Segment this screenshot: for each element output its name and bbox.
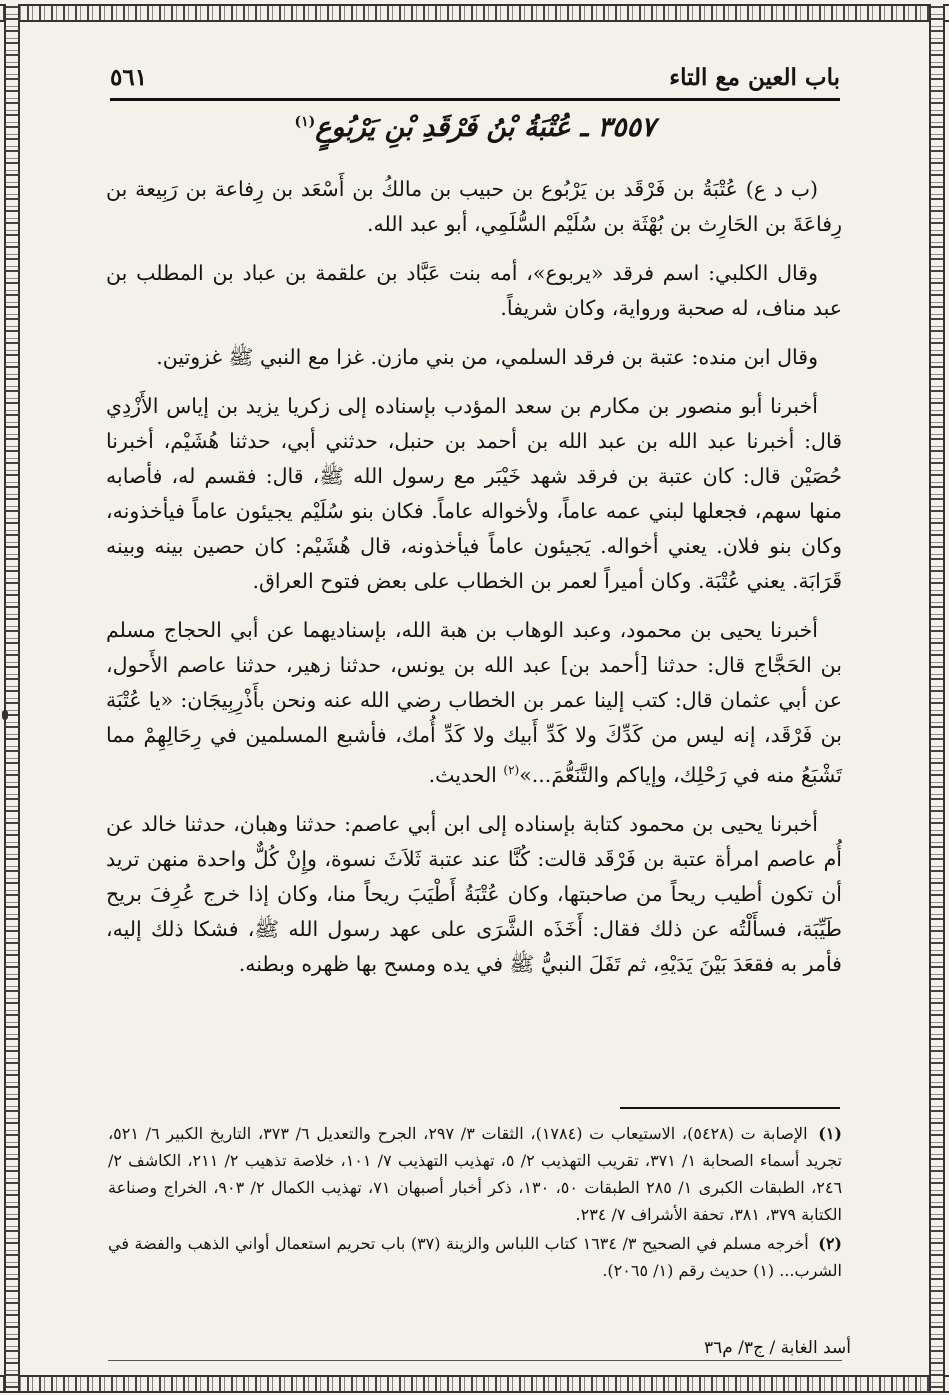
footnote-text: الإصابة ت (٥٤٢٨)، الاستيعاب ت (١٧٨٤)، الثقات ٣/ ٢٩٧، الجرح والتعديل ٦/ ٣٧٣، التاريخ الكبير ٦/ ٥٢١، تجريد أسماء الصحابة ١/ ٣٧١، تقريب التهذيب ٢/ ٥، تهذيب التهذيب ٧/ ١٠١، خلاصة تذهيب ٢/ ٢١١، الكاشف ٢/ ٢٤٦، الطبقات الكبرى ١/ ٢٨٥ الطبقات ٥٠، ١٣٠، ذكر أخبار أصبهان ٧١، تهذيب الكمال ٢/ ٩٠٣، الخراج وصناعة الكتابة ٣٧٩، ٣٨١، تحفة الأشراف ٧/ ٢٣٤. (108, 1124, 843, 1224)
page-border-top (0, 4, 949, 22)
paragraph: (ب د ع) عُتْبَةُ بن فَرْقَد بن يَرْبُوع بن حبيب بن مالكُ بن أَسْعَد بن رِفاعة بن رَبِيعة بن رِفاعَةَ بن الحَارِث بن بُهْثَة بن سُلَيْم السُّلَمِي، أبو عبد الله. (106, 177, 842, 236)
paragraph (106, 613, 842, 793)
margin-mark (2, 710, 8, 720)
paragraph-tail: الحديث. (428, 762, 504, 787)
footnote (108, 1230, 842, 1284)
running-head (110, 62, 840, 101)
footnote-marker: (٢) (818, 1234, 842, 1253)
footnote-ref: (٢) (503, 763, 520, 777)
footnote (108, 1120, 842, 1228)
signature-rule (108, 1360, 842, 1361)
paragraph: أخبرنا أبو منصور بن مكارم بن سعد المؤدب بإسناده إلى زكريا يزيد بن إياس الأَزْدِي قال: أخبرنا عبد الله بن عبد الله بن أحمد بن حنبل، حدثني أبي، حدثنا هُشَيْم، أخبرنا حُصَيْن قال: كان عتبة بن فرقد شهد خَيْبَر مع رسول الله ﷺ، قال: فقسم له، فأصابه منها سهم، فجعلها لبني عمه عاماً، ولأخواله عاماً. فكان بنو سُلَيْم يجيئون عاماً فيأخذونه، وكان بنو فلان. يعني أخواله. يَجيئون عاماً فيأخذونه، قال هُشَيْم: كان حصين بينه وبينه قَرَابَة. يعني عُتْبَة. وكان أميراً لعمر بن الخطاب على بعض فتوح العراق. (106, 394, 842, 593)
paragraph: وقال ابن منده: عتبة بن فرقد السلمي، من بني مازن. غزا مع النبي ﷺ غزوتين. (156, 345, 818, 369)
footnote-separator (620, 1107, 840, 1109)
footnote-marker: (١) (818, 1124, 842, 1143)
paragraph-text: أخبرنا يحيى بن محمود، وعبد الوهاب بن هبة الله، بإسناديهما عن أبي الحجاج مسلم بن الحَجَّاج قال: حدثنا [أحمد بن] عبد الله بن يونس، حدثنا زهير، حدثنا عاصم الأَحول، عن أبي عثمان قال: كتب إلينا عمر بن الخطاب رضي الله عنه ونحن بأَذْرِبِيجَان: «يا عُتْبَة بن فَرْقَد، إنه ليس من كَدِّكَ ولا كَدِّ أَبيك ولا كَدِّ أُمك، فأشبع المسلمين في رِحَالِهِمْ مما تَشْبَعُ منه في رَحْلِك، وإياكم والتَّنَعُّمَ...» (106, 618, 842, 787)
footnotes (108, 1120, 842, 1286)
page-border-left (4, 4, 20, 1391)
entry-heading-footnote-ref: (١) (294, 114, 316, 130)
entry-heading (110, 112, 840, 143)
footnote-text: أخرجه مسلم في الصحيح ٣/ ١٦٣٤ كتاب اللباس والزينة (٣٧) باب تحريم استعمال أواني الذهب والفضة في الشرب... (١) حديث رقم (١/ ٢٠٦٥). (108, 1234, 842, 1280)
body-text (106, 172, 842, 996)
page-border-bottom (0, 1375, 949, 1393)
paragraph: أخبرنا يحيى بن محمود كتابة بإسناده إلى ابن أبي عاصم: حدثنا وهبان، حدثنا خالد عن أُم عاصم امرأة عتبة بن فَرْقَد قالت: كُنَّا عند عتبة ثَلاَثَ نسوة، وإِنْ كُلٌّ واحدة منهن تريد أن تكون أطيب ريحاً من صاحبتها، وكان عُتْبَةُ أَطْيَبَ ريحاً منا، وكان إذا خرج عُرِفَ بريح طَيِّبَة، فسأَلْتُه عن ذلك فقال: أَخَذَه الشَّرَى على عهد رسول الله ﷺ، فشكا ذلك إليه، فأمر به فقعَدَ بَيْنَ يَدَيْهِ، ثم تَفَلَ النبيُّ ﷺ في يده ومسح بها ظهره وبطنه. (106, 811, 842, 976)
page-border-right (929, 4, 945, 1391)
entry-heading-text: ٣٥٥٧ ـ عُتْبَةُ بْنُ فَرْقَدِ بْنِ يَرْبُوعٍ (315, 112, 656, 143)
page-number: ٥٦١ (110, 64, 148, 91)
paragraph: وقال الكلبي: اسم فرقد «يربوع»، أمه بنت عَبَّاد بن علقمة بن عباد بن المطلب بن عبد مناف، له صحبة ورواية، وكان شريفاً. (106, 261, 842, 320)
section-title: باب العين مع التاء (669, 64, 840, 91)
signature-mark: أسد الغابة / ج٣/ م٣٦ (703, 1338, 851, 1358)
